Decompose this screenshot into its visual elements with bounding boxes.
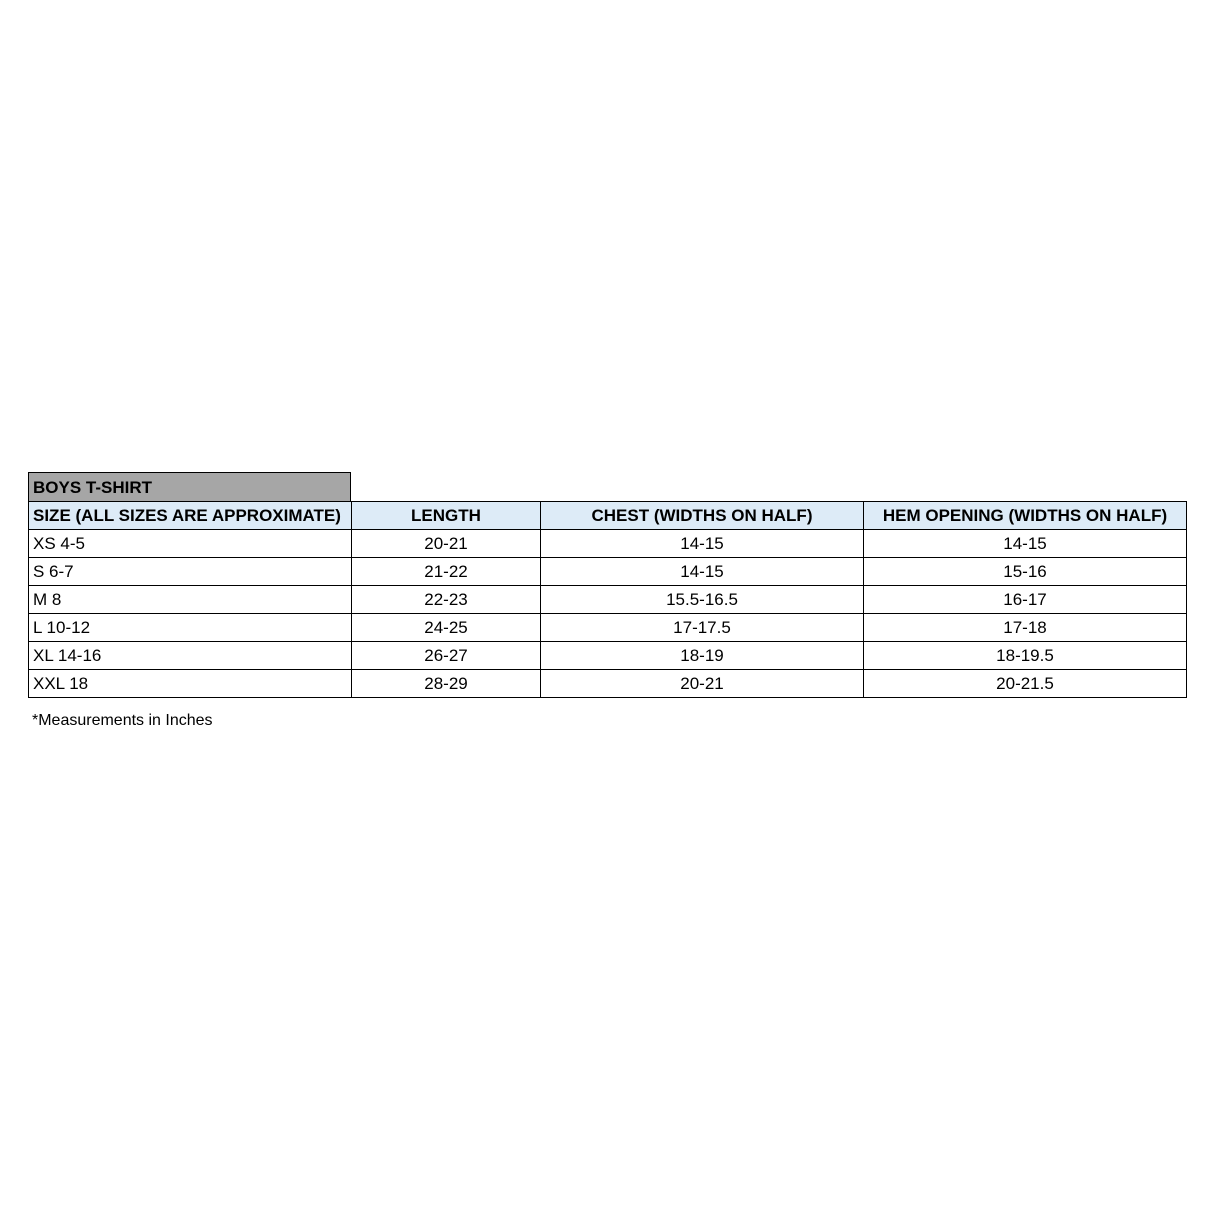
hem-cell: 16-17 <box>864 586 1187 614</box>
hem-cell: 20-21.5 <box>864 670 1187 698</box>
length-cell: 24-25 <box>352 614 541 642</box>
chest-cell: 14-15 <box>541 530 864 558</box>
size-cell: M 8 <box>29 586 352 614</box>
table-row <box>29 670 1187 698</box>
length-cell: 21-22 <box>352 558 541 586</box>
size-cell: XL 14-16 <box>29 642 352 670</box>
header-size: SIZE (ALL SIZES ARE APPROXIMATE) <box>29 502 352 530</box>
chest-cell: 20-21 <box>541 670 864 698</box>
length-cell: 22-23 <box>352 586 541 614</box>
length-cell: 26-27 <box>352 642 541 670</box>
size-cell: S 6-7 <box>29 558 352 586</box>
chart-title: BOYS T-SHIRT <box>28 472 351 501</box>
header-chest: CHEST (WIDTHS ON HALF) <box>541 502 864 530</box>
chest-cell: 18-19 <box>541 642 864 670</box>
length-cell: 28-29 <box>352 670 541 698</box>
table-row <box>29 530 1187 558</box>
chest-cell: 15.5-16.5 <box>541 586 864 614</box>
chest-cell: 14-15 <box>541 558 864 586</box>
table-row <box>29 614 1187 642</box>
header-row <box>29 502 1187 530</box>
hem-cell: 14-15 <box>864 530 1187 558</box>
hem-cell: 15-16 <box>864 558 1187 586</box>
size-chart-table <box>28 501 1187 698</box>
header-length: LENGTH <box>352 502 541 530</box>
size-cell: XXL 18 <box>29 670 352 698</box>
length-cell: 20-21 <box>352 530 541 558</box>
table-row <box>29 558 1187 586</box>
size-cell: XS 4-5 <box>29 530 352 558</box>
table-row <box>29 586 1187 614</box>
size-cell: L 10-12 <box>29 614 352 642</box>
header-hem-opening: HEM OPENING (WIDTHS ON HALF) <box>864 502 1187 530</box>
table-row <box>29 642 1187 670</box>
footnote: *Measurements in Inches <box>32 712 213 729</box>
chest-cell: 17-17.5 <box>541 614 864 642</box>
hem-cell: 18-19.5 <box>864 642 1187 670</box>
hem-cell: 17-18 <box>864 614 1187 642</box>
